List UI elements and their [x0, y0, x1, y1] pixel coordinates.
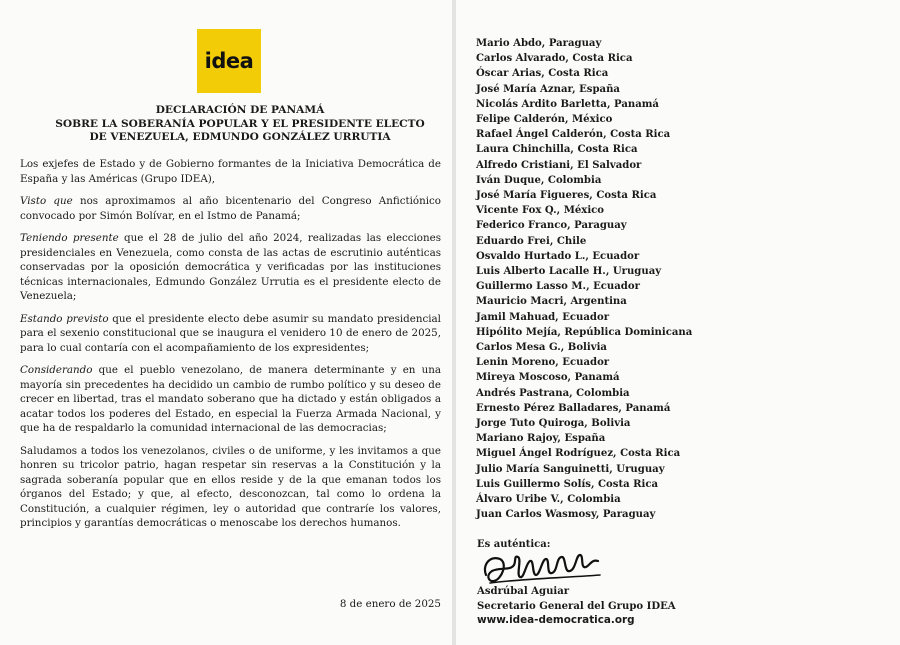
paragraph-lead: Estando previsto	[20, 312, 109, 325]
list-item: Rafael Ángel Calderón, Costa Rica	[476, 129, 671, 141]
list-item: Mario Abdo, Paraguay	[476, 38, 602, 49]
paragraph-text: que el pueblo venezolano, de manera determinante y en una mayoría sin precedentes ha decidido un cambio de rumbo político y su deseo de crecer en libertad, tras el mandato soberano que ha dictado y están obligados a acatar todos los poderes del Estado, en especial la Fuerza Armada Nacional, y que ha de respaldarlo la comunidad internacional de las democracias;	[20, 364, 441, 434]
list-item: Mariano Rajoy, España	[476, 433, 606, 445]
list-item: Carlos Mesa G., Bolivia	[476, 342, 607, 354]
list-item: Carlos Alvarado, Costa Rica	[476, 53, 633, 65]
authentication-label: Es auténtica:	[477, 539, 551, 550]
paragraph-saludamos: Saludamos a todos los venezolanos, civiles o de uniforme, y les invitamos a que honren su tricolor patrio, hagan respetar sin reservas a la Constitución y la sagrada soberanía popular que en ellos reside y de la que emanan todos los órganos del Estado; y que, al efecto, desconozcan, tal como lo ordena la Constitución, a cualquier régimen, ley o autoridad que contraríe los valores, principios y garantías democráticas o menoscabe los derechos humanos.	[20, 444, 441, 529]
list-item: Óscar Arias, Costa Rica	[476, 68, 609, 80]
list-item: Vicente Fox Q., México	[476, 205, 605, 217]
list-item: José María Aznar, España	[476, 83, 620, 95]
signer-block	[477, 584, 676, 614]
declaration-title	[20, 104, 460, 145]
list-item: Ernesto Pérez Balladares, Panamá	[476, 402, 671, 414]
paragraph-text: que el presidente electo debe asumir su mandato presidencial para el sexenio constitucional que se inaugura el venidero 10 de enero de 2025, para lo cual contaría con el acompañamiento de los expresidentes;	[20, 312, 441, 354]
list-item: Felipe Calderón, México	[476, 114, 613, 126]
paragraph-teniendo	[20, 231, 441, 304]
paragraph-intro: Los exjefes de Estado y de Gobierno formantes de la Iniciativa Democrática de España y las Américas (Grupo IDEA),	[20, 158, 441, 185]
list-item: Luis Alberto Lacalle H., Uruguay	[476, 266, 662, 278]
paragraph-text: nos aproximamos al año bicentenario del Congreso Anfictiónico convocado por Simón Bolívar, en el Istmo de Panamá;	[20, 195, 441, 222]
paragraph-visto	[20, 194, 441, 223]
title-line: SOBRE LA SOBERANÍA POPULAR Y EL PRESIDENTE ELECTO	[55, 117, 425, 130]
list-item: Hipólito Mejía, República Dominicana	[476, 326, 693, 338]
list-item: Miguel Ángel Rodríguez, Costa Rica	[476, 448, 681, 460]
signatories-list	[476, 36, 776, 523]
list-item: Lenin Moreno, Ecuador	[476, 357, 610, 369]
website-url: www.idea-democratica.org	[477, 614, 635, 626]
title-line: DECLARACIÓN DE PANAMÁ	[155, 104, 325, 116]
list-item: Julio María Sanguinetti, Uruguay	[476, 463, 665, 475]
signer-name: Asdrúbal Aguiar	[477, 586, 570, 597]
paragraph-lead: Considerando	[20, 364, 93, 376]
list-item: Álvaro Uribe V., Colombia	[476, 494, 621, 506]
list-item: Andrés Pastrana, Colombia	[476, 387, 630, 399]
list-item: José María Figueres, Costa Rica	[476, 190, 657, 202]
list-item: Jorge Tuto Quiroga, Bolivia	[476, 418, 631, 430]
logo-text: idea	[204, 49, 254, 73]
title-line: DE VENEZUELA, EDMUNDO GONZÁLEZ URRUTIA	[89, 131, 391, 143]
list-item: Eduardo Frei, Chile	[476, 235, 587, 247]
list-item: Laura Chinchilla, Costa Rica	[476, 144, 638, 156]
paragraph-estando	[20, 312, 441, 356]
paragraph-text: que el 28 de julio del año 2024, realizadas las elecciones presidenciales en Venezuela, como consta de las actas de escrutinio auténticas conservadas por la oposición democrática y verificadas por las instituciones técnicas internacionales, Edmundo González Urrutia es el presidente electo de Venezuela;	[20, 232, 441, 302]
paragraph-considerando	[20, 363, 441, 436]
list-item: Alfredo Cristiani, El Salvador	[476, 159, 642, 171]
list-item: Juan Carlos Wasmosy, Paraguay	[476, 509, 656, 521]
list-item: Federico Franco, Paraguay	[476, 220, 627, 232]
paragraph-lead: Visto que	[20, 195, 73, 207]
list-item: Mireya Moscoso, Panamá	[476, 372, 620, 384]
list-item: Mauricio Macri, Argentina	[476, 296, 627, 308]
declaration-body	[20, 157, 441, 539]
idea-logo	[197, 29, 261, 93]
list-item: Osvaldo Hurtado L., Ecuador	[476, 250, 640, 262]
list-item: Nicolás Ardito Barletta, Panamá	[476, 98, 659, 110]
list-item: Jamil Mahuad, Ecuador	[476, 311, 610, 323]
paragraph-lead: Teniendo presente	[20, 232, 119, 244]
list-item: Iván Duque, Colombia	[476, 174, 602, 186]
list-item: Guillermo Lasso M., Ecuador	[476, 281, 640, 293]
declaration-date: 8 de enero de 2025	[339, 598, 441, 610]
signer-role: Secretario General del Grupo IDEA	[477, 601, 676, 612]
list-item: Luis Guillermo Solís, Costa Rica	[476, 478, 659, 490]
